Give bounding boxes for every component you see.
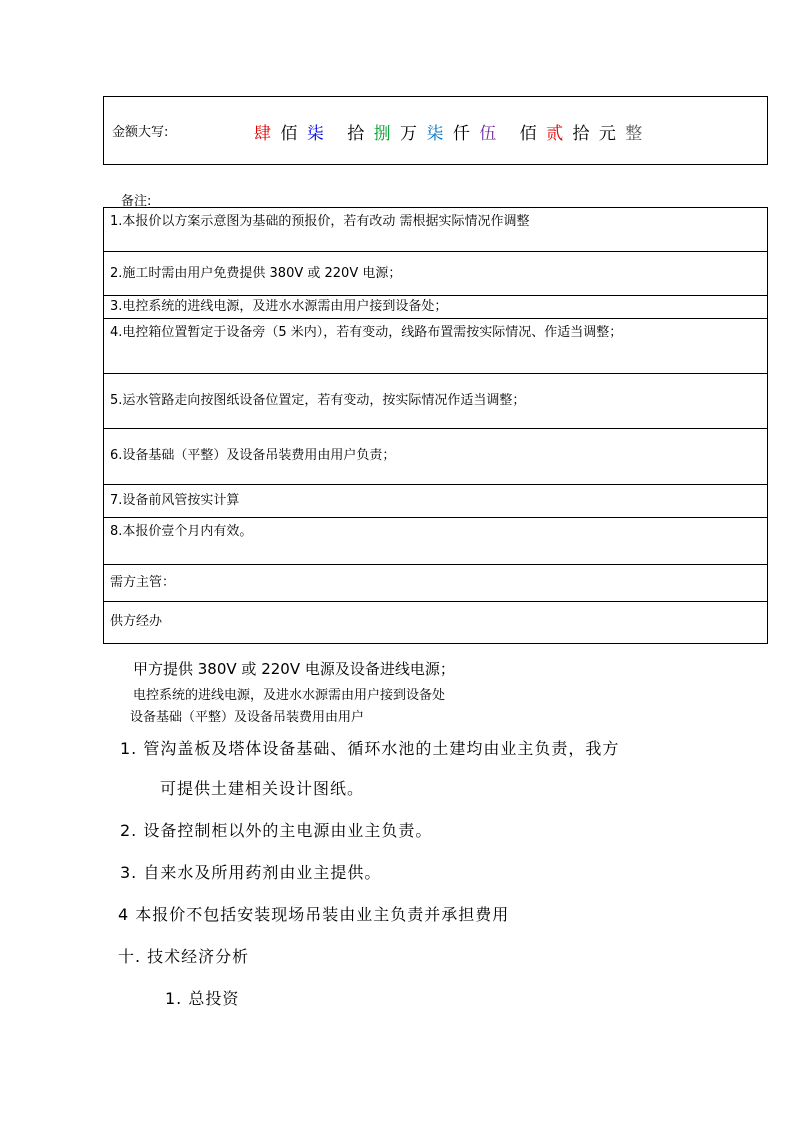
note-row: 1.本报价以方案示意图为基础的预报价，若有改动 需根据实际情况作调整 xyxy=(104,208,768,252)
body-item-3: 3. 自来水及所用药剂由业主提供。 xyxy=(120,863,382,882)
amount-char: 拾 xyxy=(347,124,365,144)
extra-note: 设备基础（平整）及设备吊装费用由用户 xyxy=(130,710,365,725)
note-row: 8.本报价壹个月内有效。 xyxy=(104,517,768,564)
amount-char: 柒 xyxy=(426,124,444,144)
body-item-2: 2. 设备控制柜以外的主电源由业主负责。 xyxy=(120,821,433,840)
extra-note: 电控系统的进线电源，及进水水源需由用户接到设备处 xyxy=(133,688,446,703)
buyer-supervisor-row: 需方主管： xyxy=(104,564,768,601)
amount-char: 拾 xyxy=(572,124,590,144)
note-row: 2.施工时需由用户免费提供 380V 或 220V 电源； xyxy=(104,252,768,296)
note-row: 3.电控系统的进线电源，及进水水源需由用户接到设备处； xyxy=(104,296,768,319)
extra-note: 甲方提供 380V 或 220V 电源及设备进线电源； xyxy=(133,660,455,678)
amount-char: 柒 xyxy=(306,124,324,144)
note-row: 7.设备前风管按实计算 xyxy=(104,484,768,517)
note-row: 5.运水管路走向按图纸设备位置定，若有变动，按实际情况作适当调整； xyxy=(104,373,768,428)
amount-in-words-box xyxy=(103,96,768,165)
amount-char: 佰 xyxy=(280,124,298,144)
body-item-4: 4 本报价不包括安装现场吊装由业主负责并承担费用 xyxy=(118,905,510,924)
amount-char: 捌 xyxy=(373,124,391,144)
body-item-1: 1. 管沟盖板及塔体设备基础、循环水池的土建均由业主负责，我方 xyxy=(120,739,620,758)
amount-char: 仟 xyxy=(452,124,470,144)
note-row: 4.电控箱位置暂定于设备旁（5 米内），若有变动，线路布置需按实际情况、作适当调整； xyxy=(104,318,768,373)
notes-table xyxy=(103,207,768,644)
section-heading: 十. 技术经济分析 xyxy=(118,947,250,966)
remarks-label: 备注: xyxy=(121,194,152,209)
supplier-handler-row: 供方经办 xyxy=(104,601,768,643)
note-row: 6.设备基础（平整）及设备吊装费用由用户负责； xyxy=(104,428,768,484)
amount-char: 万 xyxy=(400,124,418,144)
amount-char: 肆 xyxy=(254,124,271,144)
amount-in-words xyxy=(254,119,646,144)
amount-char: 伍 xyxy=(479,124,497,144)
amount-char: 整 xyxy=(625,124,643,144)
amount-label: 金额大写: xyxy=(112,125,169,140)
amount-char: 元 xyxy=(598,124,616,144)
subsection-heading: 1. 总投资 xyxy=(165,989,240,1008)
amount-char: 佰 xyxy=(519,124,537,144)
body-item-1-cont: 可提供土建相关设计图纸。 xyxy=(160,779,365,798)
amount-char: 贰 xyxy=(546,124,564,144)
